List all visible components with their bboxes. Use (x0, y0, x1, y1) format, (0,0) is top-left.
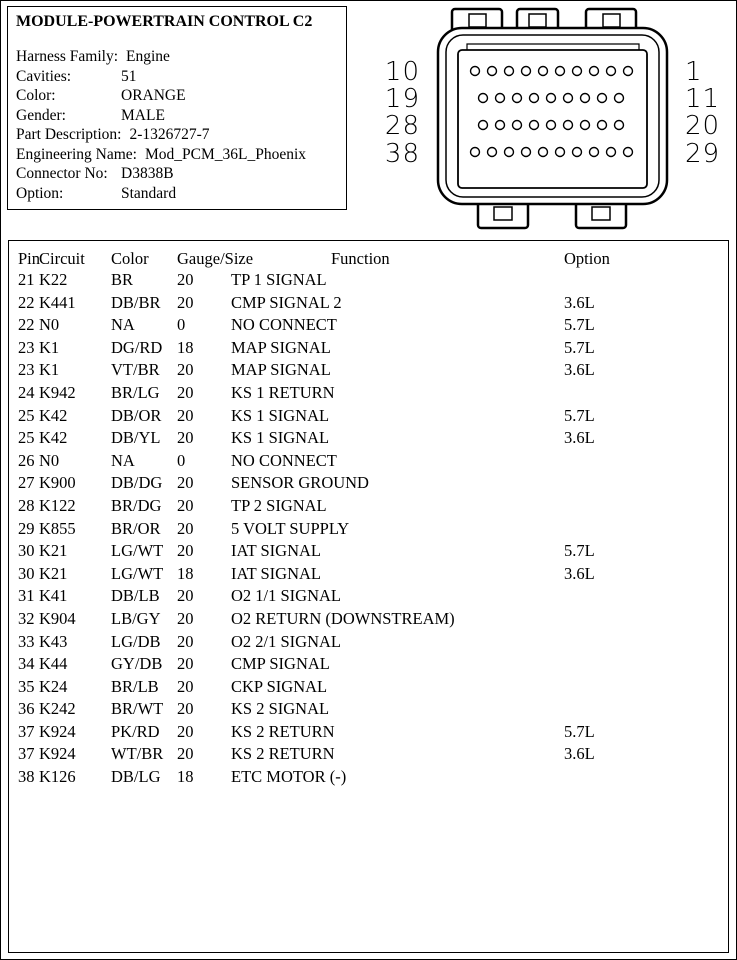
table-cell (556, 653, 728, 676)
table-cell: N0 (39, 315, 60, 335)
info-field (16, 47, 338, 67)
table-cell: 3.6L (564, 744, 595, 764)
table-cell: K24 (39, 676, 68, 696)
table-cell: K22 (39, 270, 68, 289)
info-field-label: Gender: (16, 106, 66, 124)
table-cell: TP 1 SIGNAL (231, 270, 327, 289)
table-cell: 21 (18, 270, 35, 289)
table-cell (556, 631, 728, 654)
info-field (16, 125, 338, 145)
info-field-value: 51 (121, 67, 137, 85)
table-cell: N0 (39, 450, 60, 470)
pin-cavity (615, 121, 624, 130)
table-cell: K242 (39, 699, 76, 719)
pinout-table-box (8, 240, 729, 953)
table-cell: NA (111, 450, 135, 470)
info-field-label: Engineering Name: (16, 145, 137, 163)
row-label-left-4: 38 (384, 139, 420, 169)
table-cell: O2 2/1 SIGNAL (231, 631, 341, 651)
table-cell: IAT SIGNAL (231, 563, 321, 583)
table-row (9, 631, 728, 654)
table-row (9, 495, 728, 518)
table-cell: 37 (18, 721, 35, 741)
table-cell: K904 (39, 608, 76, 628)
table-cell: 33 (18, 631, 35, 651)
table-cell: KS 2 RETURN (231, 744, 335, 764)
info-field (16, 145, 338, 165)
table-cell: LG/WT (111, 563, 164, 583)
pin-cavity (488, 67, 497, 76)
table-cell: DB/OR (111, 405, 162, 425)
table-cell: K44 (39, 654, 68, 674)
table-cell: 23 (18, 337, 35, 357)
table-cell (556, 518, 728, 541)
table-cell (556, 608, 728, 631)
table-cell: 0 (177, 450, 186, 470)
table-cell: 5.7L (564, 315, 595, 335)
pin-cavity (598, 121, 607, 130)
info-field-label: Option: (16, 184, 64, 202)
row-label-left-2: 19 (384, 84, 420, 114)
table-cell: 18 (177, 767, 194, 787)
pin-cavity (513, 94, 522, 103)
table-row (9, 743, 728, 766)
pin-cavity (513, 121, 522, 130)
table-row (9, 518, 728, 541)
table-cell: K42 (39, 428, 68, 448)
col-header-option: Option (564, 249, 610, 268)
table-cell: 38 (18, 767, 35, 787)
table-cell (556, 585, 728, 608)
table-cell: 34 (18, 654, 35, 674)
table-cell: BR (111, 270, 134, 289)
table-cell: DB/BR (111, 292, 161, 312)
pin-cavity (564, 94, 573, 103)
table-cell: LB/GY (111, 608, 161, 628)
table-cell: 26 (18, 450, 35, 470)
table-row (9, 698, 728, 721)
table-cell: 20 (177, 631, 194, 651)
table-cell: NA (111, 315, 135, 335)
table-cell: 20 (177, 541, 194, 561)
table-cell: CKP SIGNAL (231, 676, 328, 696)
info-field-label: Color: (16, 87, 56, 104)
table-row (9, 382, 728, 405)
table-cell: CMP SIGNAL (231, 654, 330, 674)
table-cell: GY/DB (111, 654, 163, 674)
table-row (9, 676, 728, 699)
pin-cavity (607, 148, 616, 157)
table-cell: 20 (177, 428, 194, 448)
table-cell: NO CONNECT (231, 450, 337, 470)
table-cell: 29 (18, 518, 35, 538)
table-cell: 3.6L (564, 428, 595, 448)
table-cell: 20 (177, 586, 194, 606)
connector-shell (438, 28, 667, 204)
table-cell: K924 (39, 744, 76, 764)
table-cell: KS 1 SIGNAL (231, 405, 330, 425)
table-cell: BR/WT (111, 699, 164, 719)
row-label-left-3: 28 (384, 111, 420, 141)
pin-cavity (590, 148, 599, 157)
info-field-value: 2-1326727-7 (129, 126, 210, 143)
connector-title: MODULE-POWERTRAIN CONTROL C2 (16, 13, 313, 30)
table-cell (556, 472, 728, 495)
pin-cavity (522, 67, 531, 76)
table-cell: K42 (39, 405, 68, 425)
table-cell: K43 (39, 631, 68, 651)
table-cell: LG/WT (111, 541, 164, 561)
table-row (9, 472, 728, 495)
table-cell: O2 RETURN (DOWNSTREAM) (231, 608, 455, 628)
row-label-right-3: 20 (685, 111, 717, 141)
table-cell: TP 2 SIGNAL (231, 495, 327, 515)
table-cell: 28 (18, 495, 35, 515)
pin-cavity (564, 121, 573, 130)
info-field-value: ORANGE (121, 87, 186, 104)
table-cell: DG/RD (111, 337, 163, 357)
table-cell: 5.7L (564, 721, 595, 741)
table-cell: BR/DG (111, 495, 162, 515)
info-field-value: MALE (121, 106, 165, 124)
table-cell: LG/DB (111, 631, 161, 651)
table-row (9, 608, 728, 631)
info-field (16, 86, 338, 106)
table-cell: 18 (177, 337, 194, 357)
table-cell: 20 (177, 699, 194, 719)
info-field-label: Cavities: (16, 67, 72, 85)
table-cell: 20 (177, 721, 194, 741)
table-cell: 20 (177, 744, 194, 764)
col-header-gauge: Gauge/Size (177, 249, 254, 268)
table-cell: 35 (18, 676, 35, 696)
table-row (9, 450, 728, 473)
table-cell: 25 (18, 405, 35, 425)
table-cell: 30 (18, 563, 35, 583)
pin-cavity (581, 121, 590, 130)
col-header-pin: Pin (18, 249, 41, 268)
table-cell: K855 (39, 518, 76, 538)
table-cell: 36 (18, 699, 35, 719)
info-field (16, 164, 338, 184)
pin-cavity (530, 94, 539, 103)
row-label-left-1: 10 (384, 57, 420, 87)
table-cell (556, 495, 728, 518)
table-cell (556, 450, 728, 473)
table-cell: 3.6L (564, 360, 595, 380)
table-cell: K122 (39, 495, 76, 515)
pin-cavity (573, 67, 582, 76)
table-row (9, 359, 728, 382)
table-row (9, 405, 728, 428)
table-cell: 20 (177, 292, 194, 312)
table-cell: ETC MOTOR (-) (231, 767, 347, 787)
pin-cavity (496, 121, 505, 130)
table-cell: 20 (177, 495, 194, 515)
table-cell: 3.6L (564, 292, 595, 312)
table-cell: 22 (18, 315, 35, 335)
pin-cavity (539, 148, 548, 157)
table-cell: MAP SIGNAL (231, 360, 331, 380)
table-row (9, 427, 728, 450)
pinout-table-body (9, 269, 728, 789)
table-cell: 0 (177, 315, 186, 335)
table-cell: BR/LB (111, 676, 159, 696)
col-header-circuit: Circuit (39, 249, 85, 268)
table-cell: 5 VOLT SUPPLY (231, 518, 350, 538)
pin-cavity (624, 67, 633, 76)
table-cell: K900 (39, 473, 76, 493)
table-cell: 23 (18, 360, 35, 380)
table-cell: K924 (39, 721, 76, 741)
table-cell: 20 (177, 518, 194, 538)
table-cell: 18 (177, 563, 194, 583)
table-row (9, 653, 728, 676)
table-cell: 20 (177, 676, 194, 696)
pin-cavity (471, 67, 480, 76)
pin-cavity (539, 67, 548, 76)
table-cell: K21 (39, 541, 68, 561)
table-cell: IAT SIGNAL (231, 541, 321, 561)
col-header-color: Color (111, 249, 149, 268)
table-cell: PK/RD (111, 721, 160, 741)
pin-cavity (488, 148, 497, 157)
header-row (9, 241, 728, 269)
pin-cavity (598, 94, 607, 103)
table-cell: DB/DG (111, 473, 163, 493)
table-row (9, 721, 728, 744)
pinout-table (9, 241, 728, 789)
pinout-table-header (9, 241, 728, 269)
pin-cavity (505, 67, 514, 76)
info-field (16, 67, 338, 87)
table-cell: 5.7L (564, 405, 595, 425)
table-row (9, 540, 728, 563)
pin-cavity (581, 94, 590, 103)
table-cell: 20 (177, 473, 194, 493)
pin-cavity (496, 94, 505, 103)
pin-cavity (590, 67, 599, 76)
table-cell: SENSOR GROUND (231, 473, 369, 493)
pin-cavity (556, 148, 565, 157)
pin-cavity (573, 148, 582, 157)
table-cell: K1 (39, 337, 60, 357)
table-cell: 20 (177, 270, 194, 289)
info-field-label: Part Description: (16, 126, 122, 143)
info-field (16, 106, 338, 126)
pin-cavity (522, 148, 531, 157)
table-cell (556, 382, 728, 405)
table-cell: K942 (39, 382, 76, 402)
table-cell: 22 (18, 292, 35, 312)
table-cell: O2 1/1 SIGNAL (231, 586, 341, 606)
table-row (9, 337, 728, 360)
table-cell: BR/LG (111, 382, 160, 402)
table-cell: NO CONNECT (231, 315, 337, 335)
table-cell: K441 (39, 292, 76, 312)
connector-drawing (372, 4, 717, 239)
table-cell: CMP SIGNAL 2 (231, 292, 342, 312)
table-cell: KS 2 RETURN (231, 721, 335, 741)
table-cell: KS 1 SIGNAL (231, 428, 330, 448)
table-cell: WT/BR (111, 744, 164, 764)
table-cell: K126 (39, 767, 76, 787)
table-cell: 25 (18, 428, 35, 448)
pin-cavity (471, 148, 480, 157)
table-cell: K1 (39, 360, 60, 380)
table-cell: KS 1 RETURN (231, 382, 335, 402)
table-row (9, 585, 728, 608)
pin-cavity (479, 94, 488, 103)
info-field-value: Engine (126, 48, 170, 65)
table-cell: DB/LB (111, 586, 160, 606)
row-label-right-1: 1 (685, 57, 703, 87)
info-field-value: Mod_PCM_36L_Phoenix (144, 145, 307, 163)
row-label-right-4: 29 (685, 139, 717, 169)
table-cell: 20 (177, 382, 194, 402)
table-cell: 20 (177, 360, 194, 380)
col-header-function: Function (331, 249, 390, 268)
bottom-tab-window-left (494, 207, 512, 220)
table-cell: 3.6L (564, 563, 595, 583)
info-field-value: Standard (121, 184, 177, 202)
table-cell: DB/LG (111, 767, 161, 787)
table-cell: MAP SIGNAL (231, 337, 331, 357)
table-cell (556, 269, 728, 292)
info-field-label: Connector No: (16, 165, 108, 182)
table-row (9, 766, 728, 789)
table-cell: 30 (18, 541, 35, 561)
info-field (16, 184, 338, 204)
table-cell: VT/BR (111, 360, 160, 380)
table-cell (556, 676, 728, 699)
table-cell: K21 (39, 563, 68, 583)
table-cell: 24 (18, 382, 35, 402)
table-cell: KS 2 SIGNAL (231, 699, 330, 719)
row-label-right-2: 11 (685, 84, 717, 114)
pin-cavity (505, 148, 514, 157)
table-cell: 20 (177, 654, 194, 674)
table-cell: 32 (18, 608, 35, 628)
pin-cavity (615, 94, 624, 103)
pin-cavity (624, 148, 633, 157)
table-cell: K41 (39, 586, 68, 606)
table-row (9, 563, 728, 586)
table-cell: 5.7L (564, 541, 595, 561)
table-cell (556, 698, 728, 721)
table-cell: 20 (177, 405, 194, 425)
table-cell: 31 (18, 586, 35, 606)
table-cell: 27 (18, 473, 35, 493)
table-cell: 20 (177, 608, 194, 628)
table-cell: 5.7L (564, 337, 595, 357)
bottom-tab-window-right (592, 207, 610, 220)
table-cell: DB/YL (111, 428, 161, 448)
pin-cavity (547, 94, 556, 103)
table-row (9, 314, 728, 337)
pin-cavity (556, 67, 565, 76)
info-field-value: D3838B (121, 165, 174, 182)
pin-cavity (607, 67, 616, 76)
info-field-label: Harness Family: (16, 48, 119, 65)
info-fields (16, 47, 338, 203)
pin-cavity (479, 121, 488, 130)
pin-cavity (530, 121, 539, 130)
table-cell (556, 766, 728, 789)
table-row (9, 292, 728, 315)
connector-info-box (7, 6, 347, 210)
pin-cavity (547, 121, 556, 130)
table-cell: BR/OR (111, 518, 161, 538)
table-row (9, 269, 728, 292)
table-cell: 37 (18, 744, 35, 764)
connector-diagram (372, 4, 717, 239)
